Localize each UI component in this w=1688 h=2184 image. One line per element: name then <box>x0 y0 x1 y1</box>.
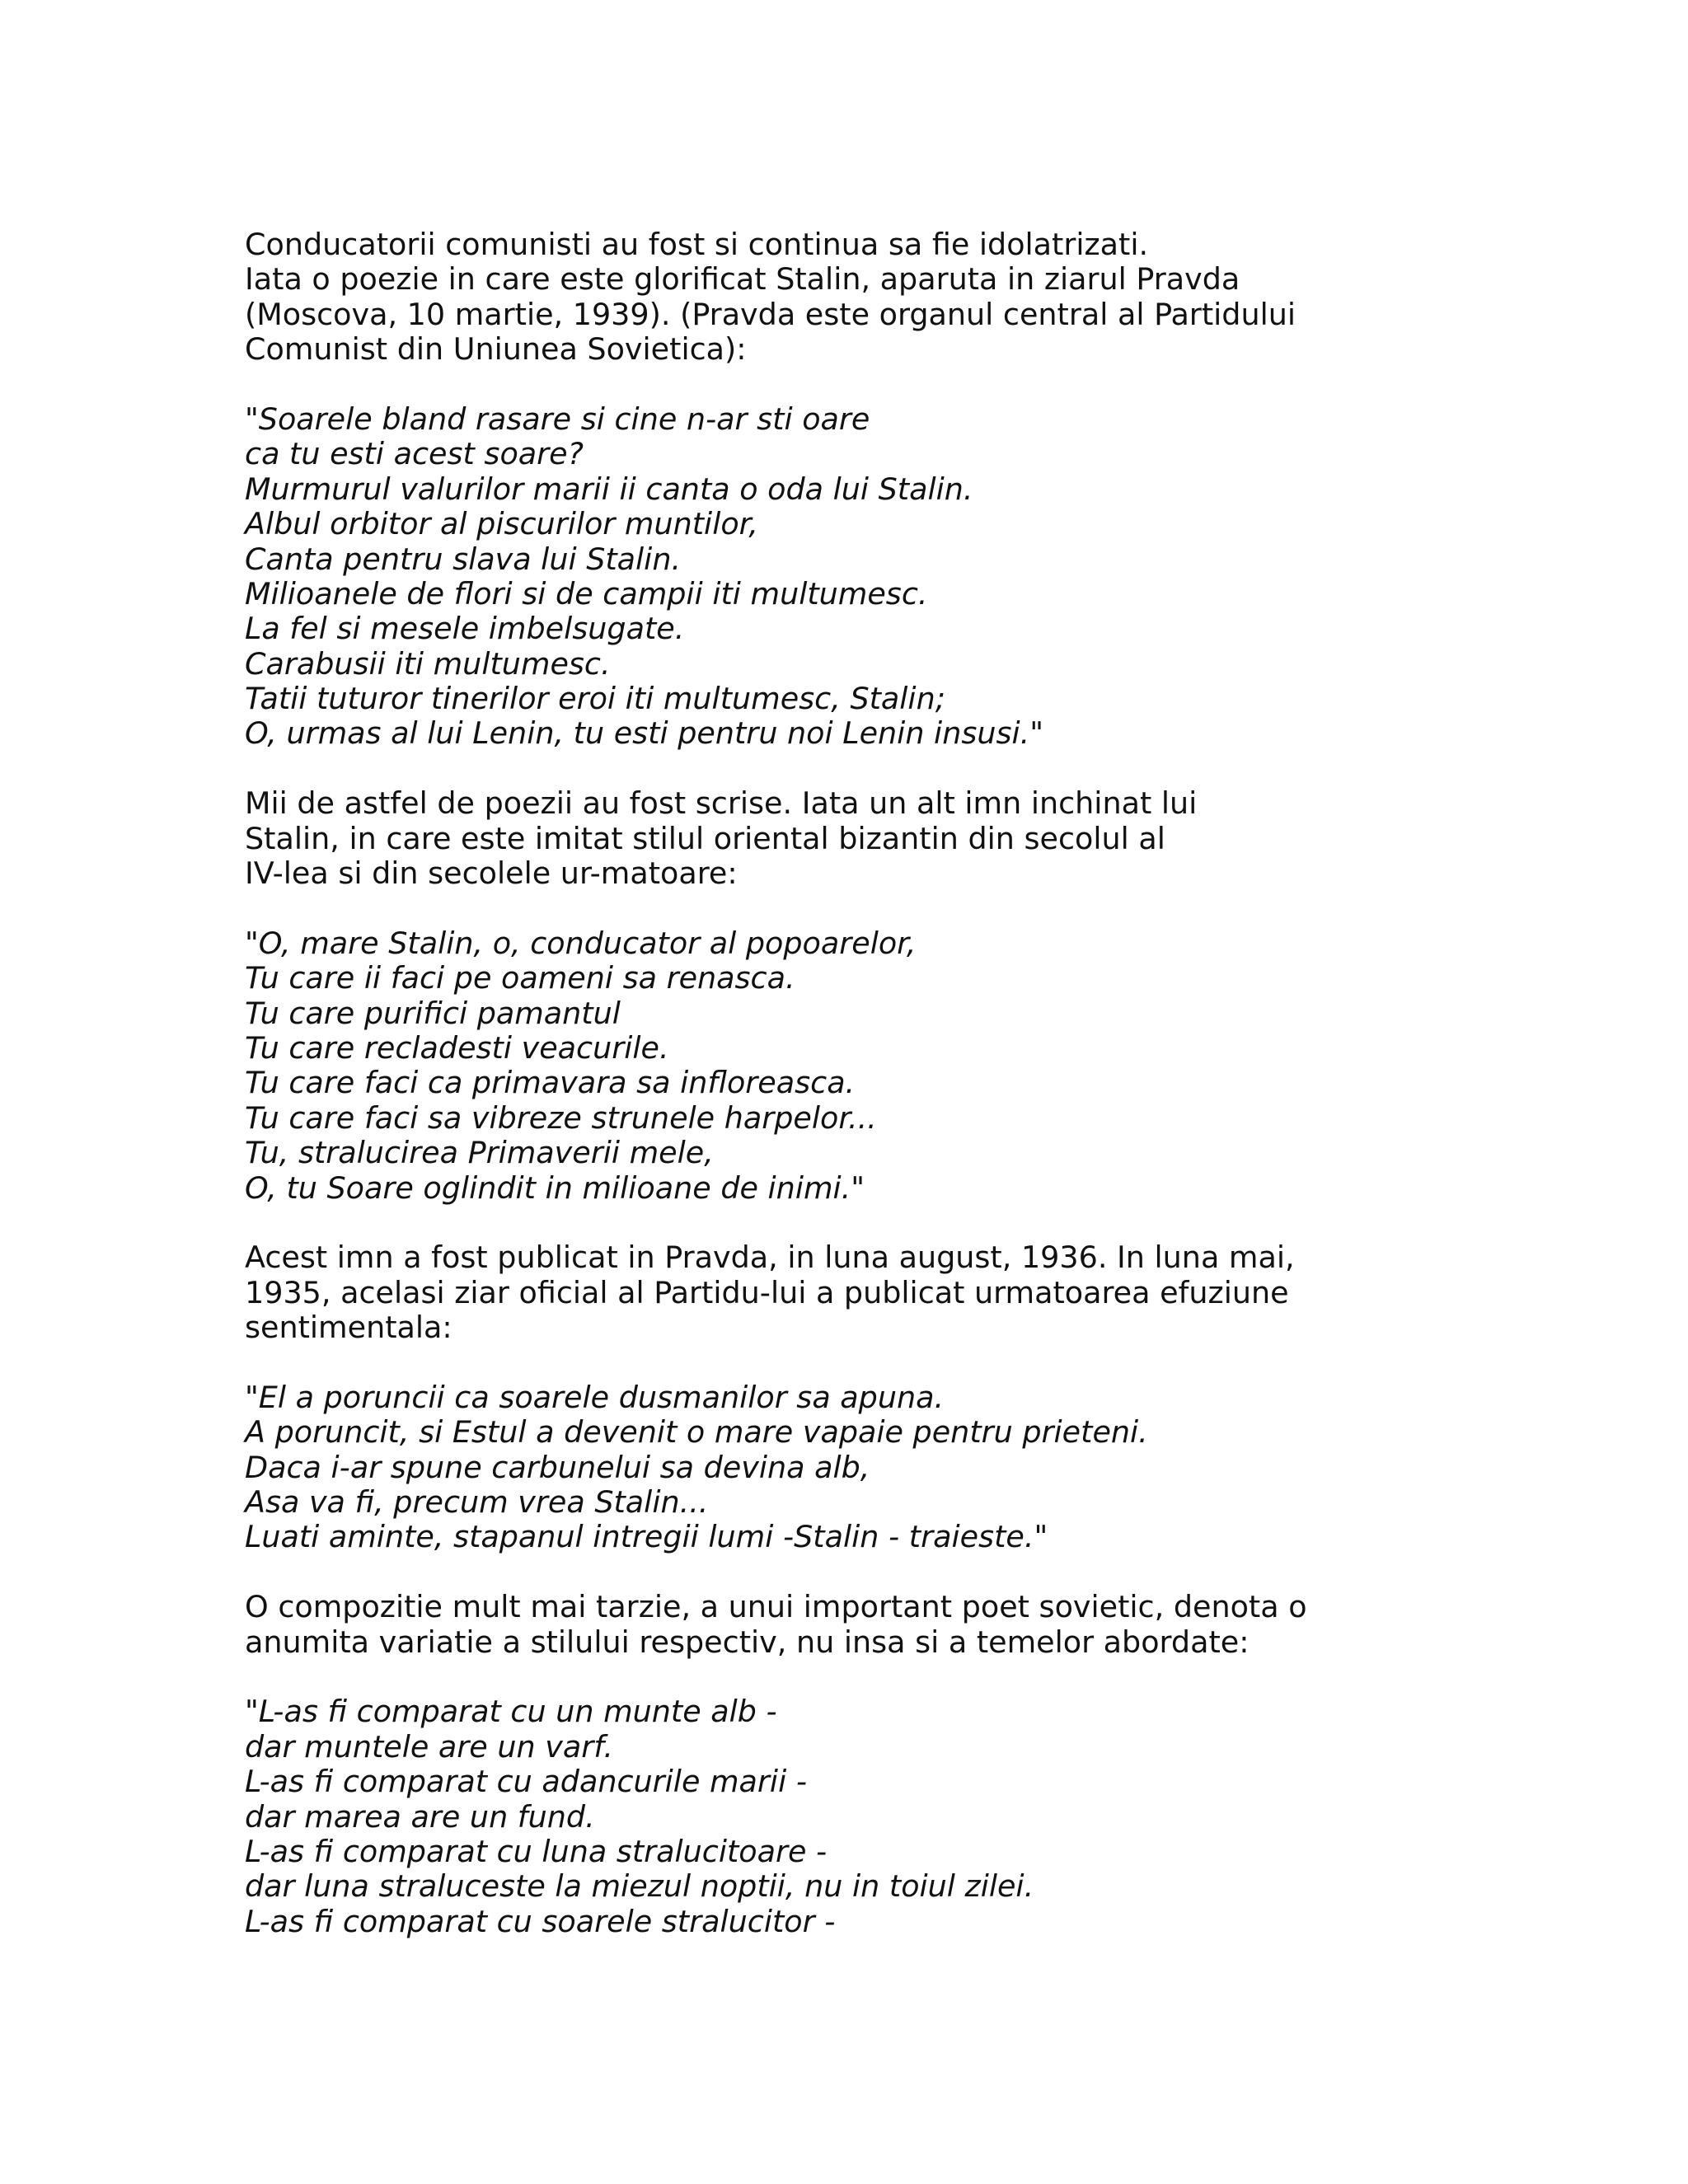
text-line: anumita variatie a stilului respectiv, nu insa si a temelor abordate: <box>245 1624 1250 1660</box>
poem-line: Milioanele de flori si de campii iti multumesc. <box>245 575 928 612</box>
poem-line: Tu care faci sa vibreze strunele harpelor... <box>245 1099 877 1136</box>
poem-line: Tu care faci ca primavara sa infloreasca. <box>245 1065 856 1101</box>
poem-line: "El a poruncii ca soarele dusmanilor sa apuna. <box>245 1379 945 1415</box>
text-line: Iata o poezie in care este glorificat Stalin, aparuta in ziarul Pravda <box>245 261 1240 298</box>
text-line: sentimentala: <box>245 1310 452 1346</box>
text-line: Comunist din Uniunea Sovietica): <box>245 331 747 368</box>
prose-paragraph <box>245 786 1580 891</box>
poem-line: dar muntele are un varf. <box>245 1728 614 1765</box>
document-body <box>245 227 1580 1939</box>
poem-line: "Soarele bland rasare si cine n-ar sti oare <box>245 401 870 437</box>
text-line: Conducatorii comunisti au fost si continua sa fie idolatrizati. <box>245 227 1149 262</box>
poem-line: Canta pentru slava lui Stalin. <box>245 541 682 577</box>
poem-line: "O, mare Stalin, o, conducator al popoarelor, <box>245 925 917 961</box>
prose-paragraph <box>245 1590 1580 1660</box>
poem-line: Tatii tuturor tinerilor eroi iti multumesc, Stalin; <box>245 681 945 717</box>
poem-line: Albul orbitor al piscurilor muntilor, <box>245 506 758 542</box>
poem-line: Asa va fi, precum vrea Stalin... <box>245 1484 709 1521</box>
poem-line: Murmurul valurilor marii ii canta o oda lui Stalin. <box>245 471 973 507</box>
poem-line: Daca i-ar spune carbunelui sa devina alb, <box>245 1449 870 1485</box>
poem-line: L-as fi comparat cu luna stralucitoare - <box>245 1833 828 1869</box>
text-line: Mii de astfel de poezii au fost scrise. Iata un alt imn inchinat lui <box>245 785 1198 822</box>
poem-line: ca tu esti acest soare? <box>245 436 584 472</box>
poem-line: O, tu Soare oglindit in milioane de inimi." <box>245 1169 865 1206</box>
poem-quote <box>245 402 1580 752</box>
poem-line: Tu care purifici pamantul <box>245 995 621 1031</box>
text-line: IV-lea si din secolele ur-matoare: <box>245 855 738 892</box>
poem-line: Carabusii iti multumesc. <box>245 645 611 682</box>
poem-line: "L-as fi comparat cu un munte alb - <box>245 1694 777 1730</box>
poem-quote <box>245 1380 1580 1555</box>
prose-paragraph <box>245 1240 1580 1345</box>
poem-line: O, urmas al lui Lenin, tu esti pentru noi Lenin insusi." <box>245 715 1044 752</box>
poem-quote <box>245 1694 1580 1939</box>
poem-line: Tu, stralucirea Primaverii mele, <box>245 1135 714 1171</box>
poem-line: dar luna straluceste la miezul noptii, nu in toiul zilei. <box>245 1868 1034 1905</box>
prose-paragraph <box>245 227 1580 368</box>
text-line: Acest imn a fost publicat in Pravda, in luna august, 1936. In luna mai, <box>245 1240 1295 1276</box>
poem-line: L-as fi comparat cu adancurile marii - <box>245 1764 807 1800</box>
text-line: O compozitie mult mai tarzie, a unui important poet sovietic, denota o <box>245 1589 1307 1625</box>
poem-line: Tu care ii faci pe oameni sa renasca. <box>245 960 795 996</box>
poem-line: L-as fi comparat cu soarele stralucitor - <box>245 1903 836 1939</box>
poem-line: dar marea are un fund. <box>245 1798 595 1835</box>
text-line: Stalin, in care este imitat stilul oriental bizantin din secolul al <box>245 820 1165 856</box>
document-page <box>245 227 1580 1939</box>
text-line: 1935, acelasi ziar oficial al Partidu-lui a publicat urmatoarea efuziune <box>245 1274 1289 1310</box>
poem-quote <box>245 926 1580 1206</box>
poem-line: La fel si mesele imbelsugate. <box>245 611 685 647</box>
poem-line: A poruncit, si Estul a devenit o mare vapaie pentru prieteni. <box>245 1414 1148 1451</box>
poem-line: Tu care recladesti veacurile. <box>245 1029 669 1066</box>
poem-line: Luati aminte, stapanul intregii lumi -Stalin - traieste." <box>245 1519 1048 1555</box>
text-line: (Moscova, 10 martie, 1939). (Pravda este organul central al Partidului <box>245 296 1296 332</box>
